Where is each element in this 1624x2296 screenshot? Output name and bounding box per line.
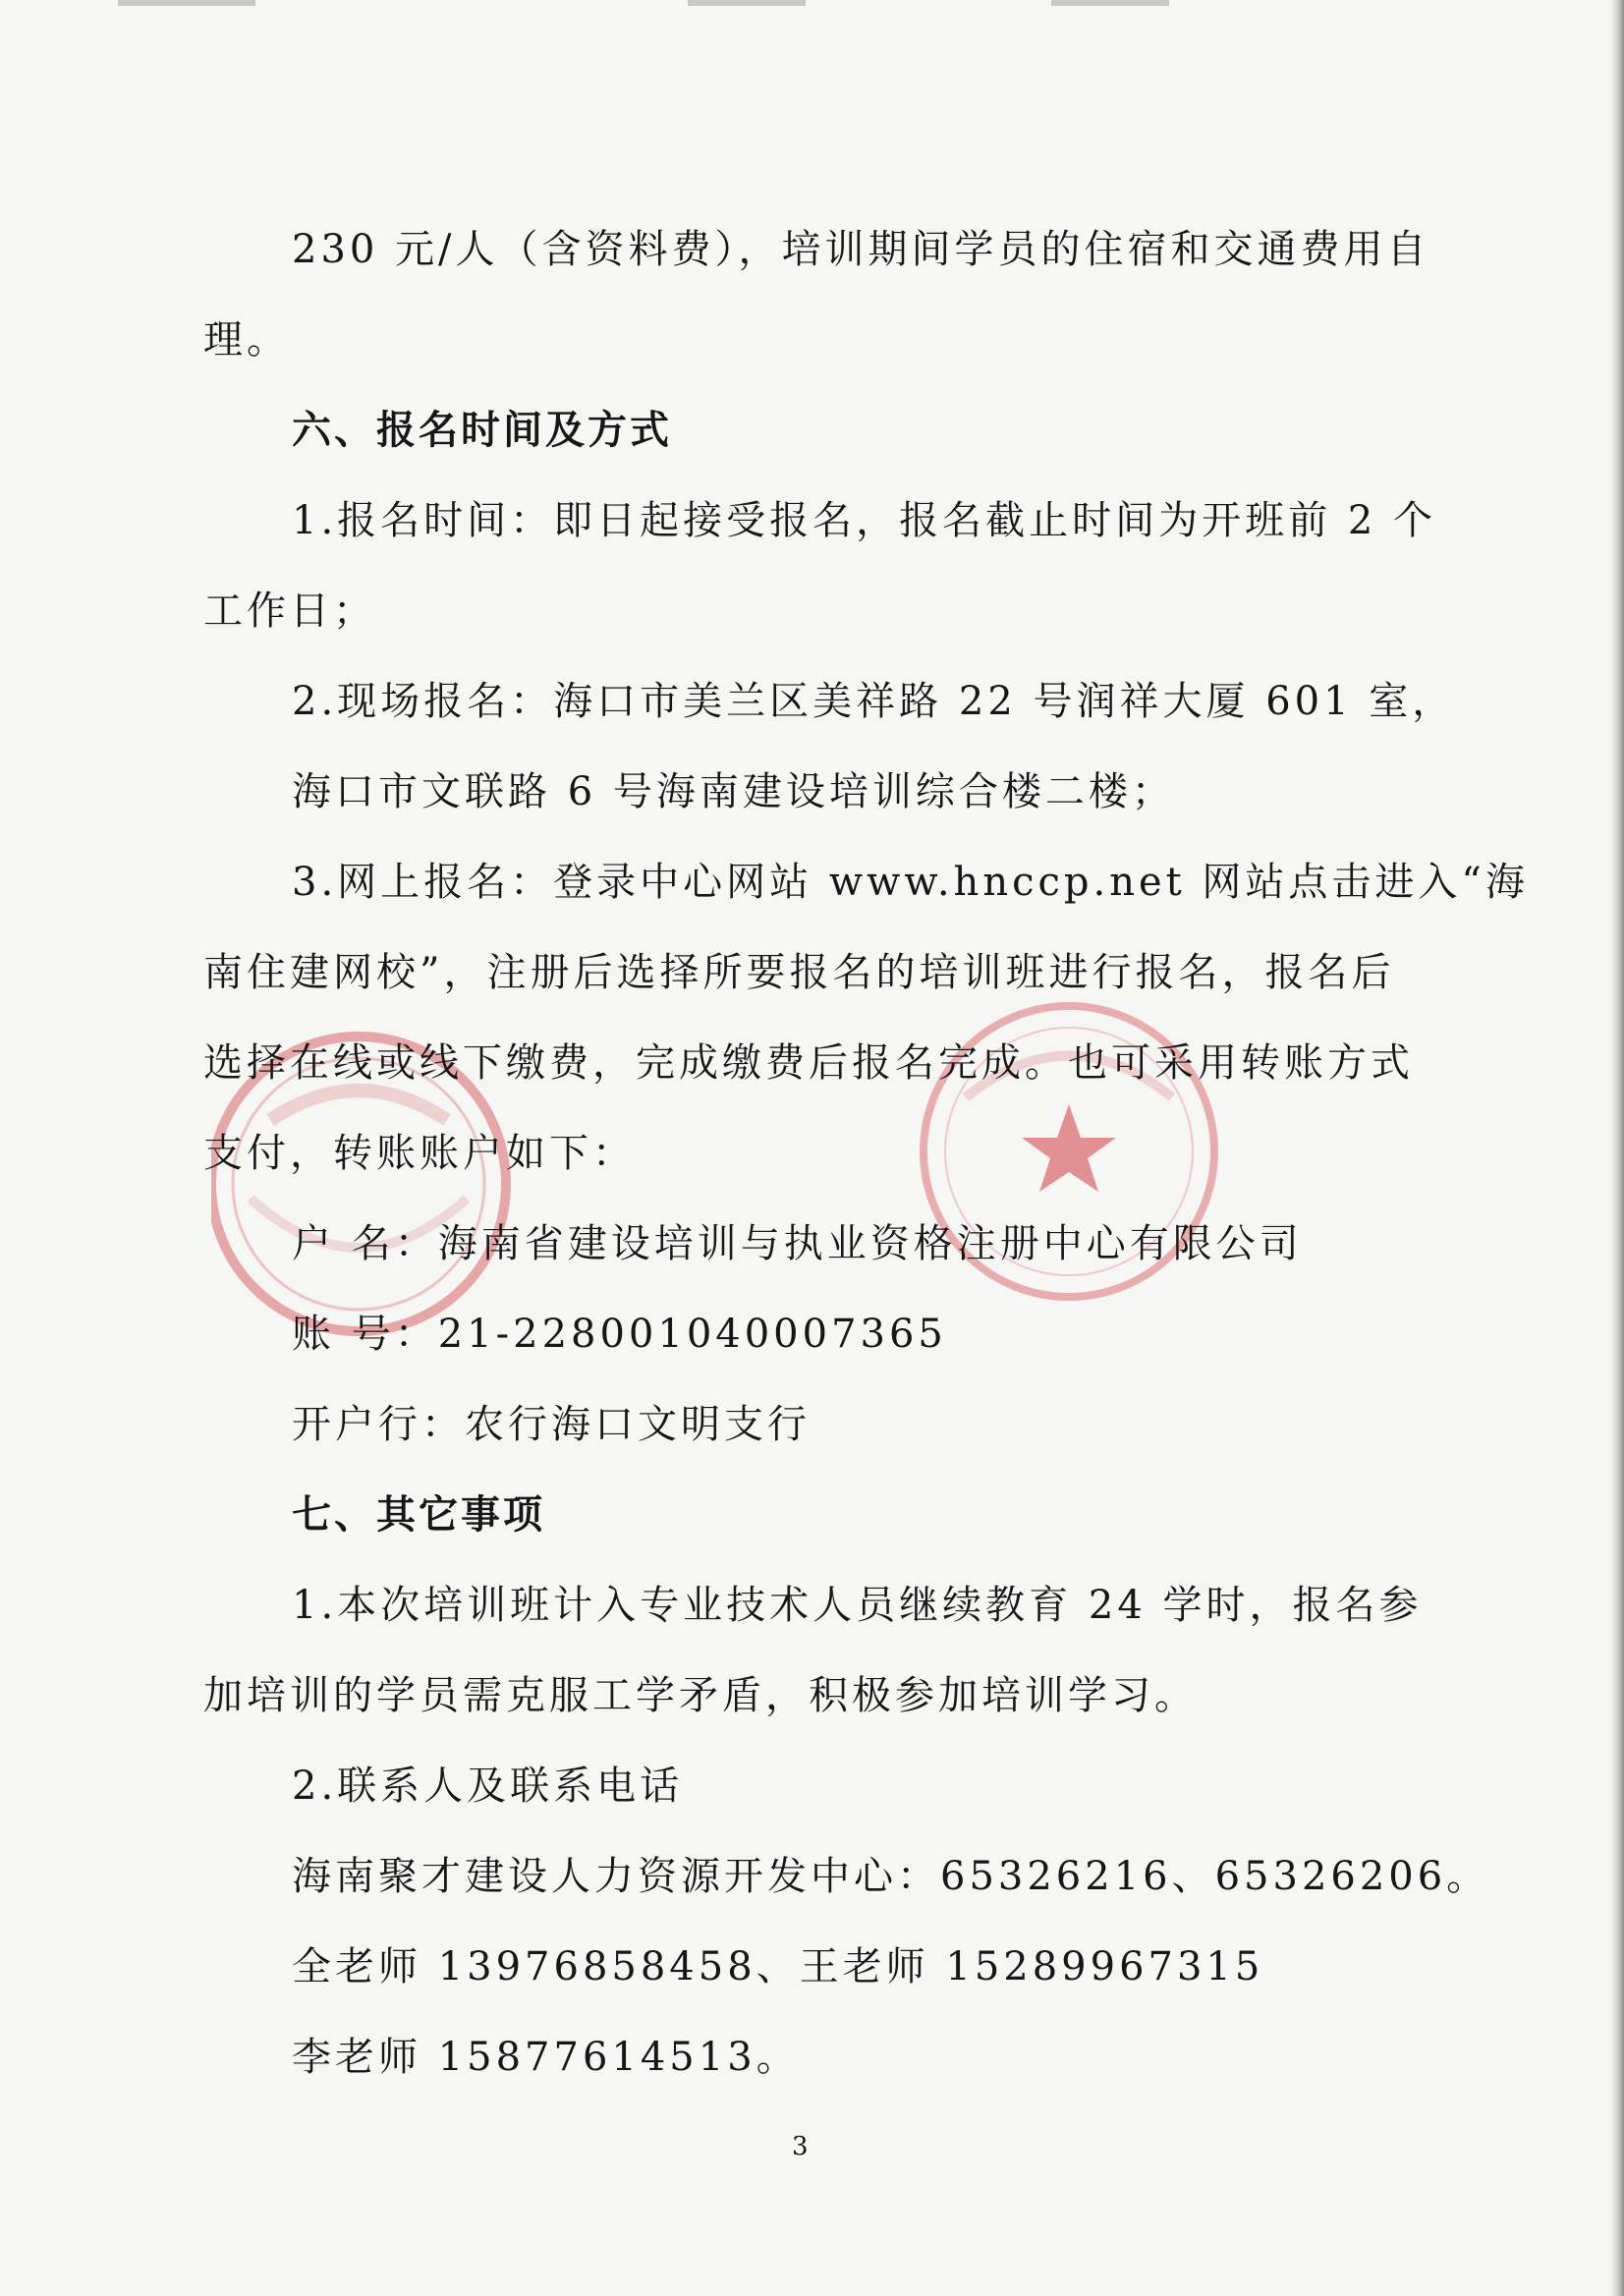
body-line: 1.本次培训班计入专业技术人员继续教育 24 学时，报名参 (292, 1583, 1423, 1628)
body-line: 3.网上报名：登录中心网站 www.hnccp.net 网站点击进入“海 (292, 860, 1529, 905)
body-line: 海口市文联路 6 号海南建设培训综合楼二楼； (292, 769, 1175, 814)
account-name-line: 户 名：海南省建设培训与执业资格注册中心有限公司 (292, 1221, 1303, 1266)
account-number-line: 账 号：21-228001040007365 (292, 1312, 947, 1357)
body-line: 2.联系人及联系电话 (292, 1764, 684, 1809)
body-line: 230 元/人（含资料费），培训期间学员的住宿和交通费用自 (292, 227, 1430, 272)
body-line: 1.报名时间：即日起接受报名，报名截止时间为开班前 2 个 (292, 498, 1437, 543)
contact-line: 全老师 13976858458、王老师 15289967315 (292, 1944, 1264, 1989)
body-line: 工作日； (203, 588, 376, 634)
section-heading: 六、报名时间及方式 (292, 407, 672, 453)
page-number: 3 (792, 2132, 809, 2161)
scan-artifact (1051, 0, 1169, 6)
scan-artifact (118, 0, 255, 6)
body-line: 南住建网校”，注册后选择所要报名的培训班进行报名，报名后 (203, 950, 1395, 995)
contact-line: 李老师 15877614513。 (292, 2035, 800, 2080)
body-line: 支付，转账账户如下： (203, 1131, 636, 1176)
body-line: 选择在线或线下缴费，完成缴费后报名完成。也可采用转账方式 (203, 1040, 1414, 1086)
section-heading: 七、其它事项 (292, 1491, 545, 1538)
scan-artifact (688, 0, 806, 6)
body-line: 理。 (203, 317, 290, 363)
contact-line: 海南聚才建设人力资源开发中心：65326216、65326206。 (292, 1854, 1490, 1899)
body-line: 加培训的学员需克服工学矛盾，积极参加培训学习。 (203, 1673, 1198, 1718)
body-line: 2.现场报名：海口市美兰区美祥路 22 号润祥大厦 601 室， (292, 679, 1456, 724)
scan-edge (1610, 0, 1624, 2296)
bank-line: 开户行：农行海口文明支行 (292, 1402, 811, 1447)
